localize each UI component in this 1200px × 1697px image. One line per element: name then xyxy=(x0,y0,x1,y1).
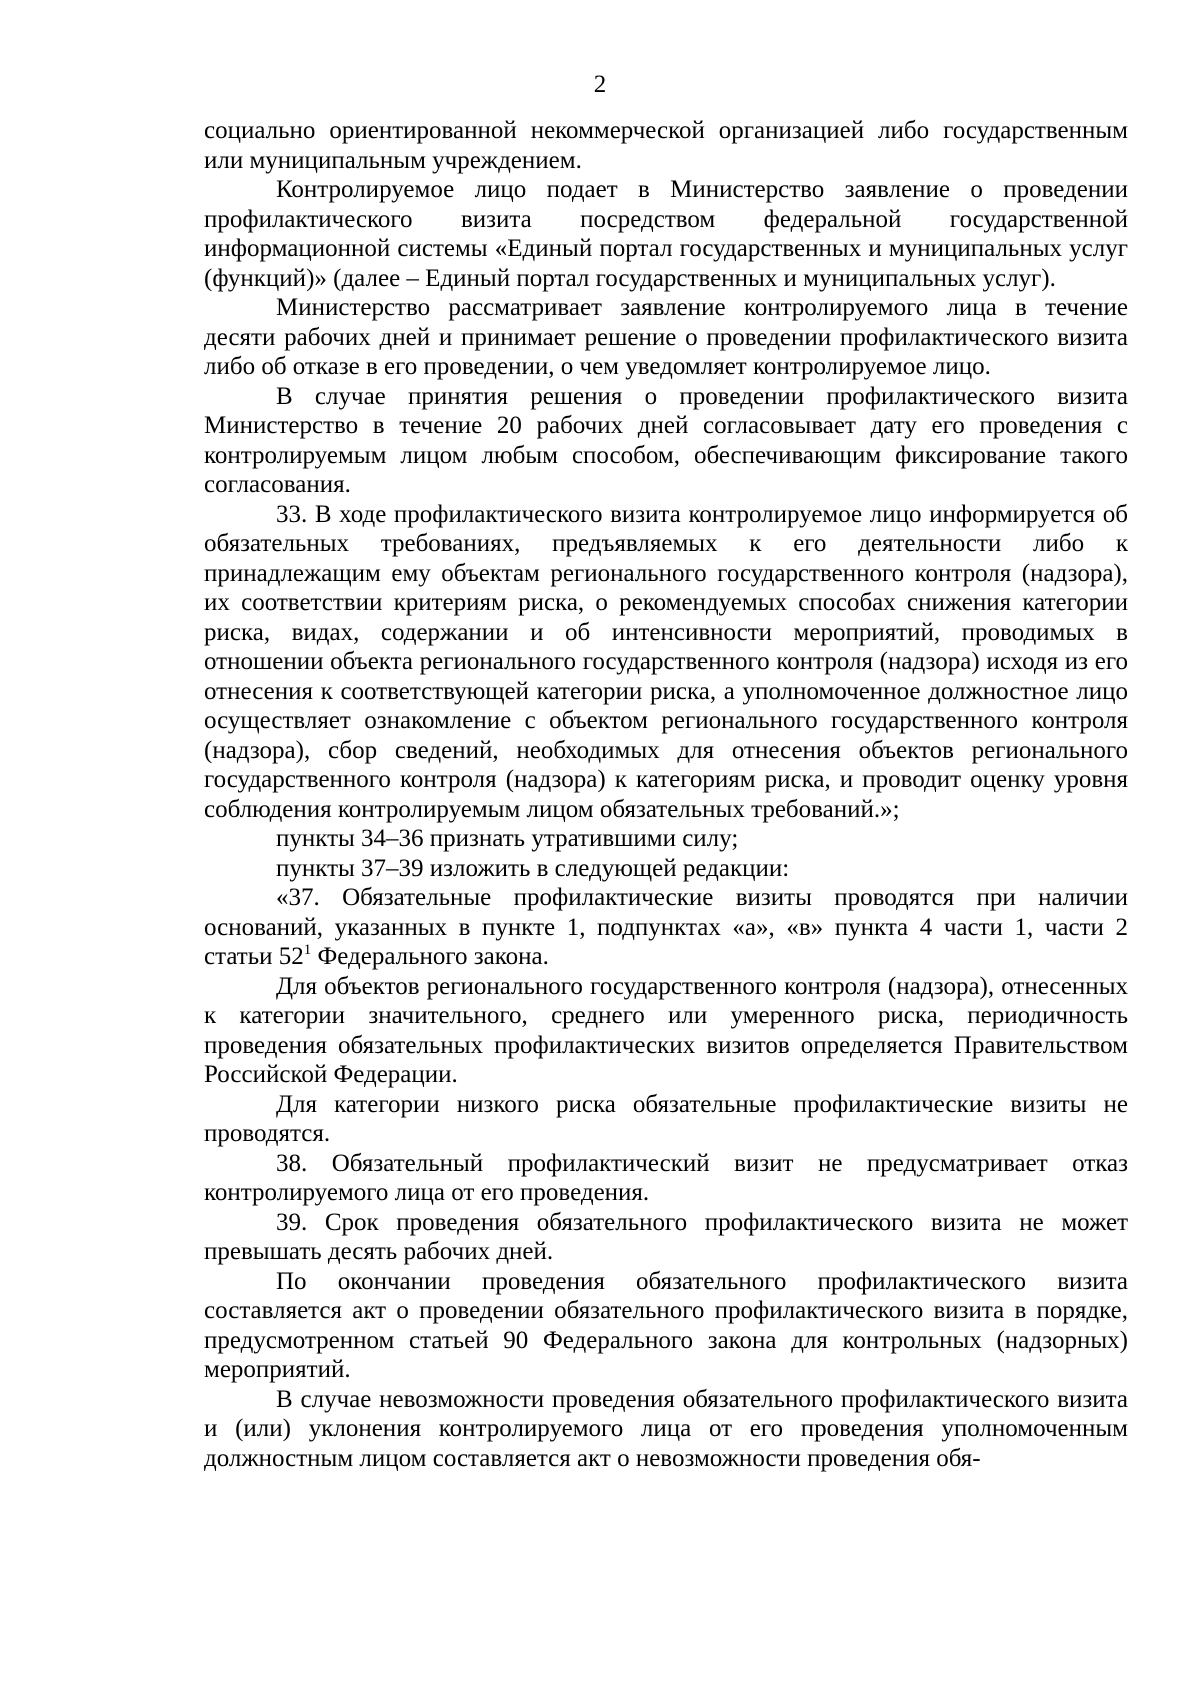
paragraph-visit-act: По окончании проведения обязательного профилактического визита составляется акт о проведении обязательного профилактического визита в порядке, предусмотренном статьей 90 Федерального закона для контрольных (надзорных) мероприятий. xyxy=(204,1267,1128,1383)
paragraph-application-submission: Контролируемое лицо подает в Министерство заявление о проведении профилактического визита посредством федеральной государственной информационной системы «Единый портал государственных и муниципальных услуг (функций)» (далее – Единый портал государственных и муниципальных услуг). xyxy=(204,176,1128,292)
article-superscript: 1 xyxy=(303,942,312,958)
paragraph-visit-periodicity: Для объектов регионального государственного контроля (надзора), отнесенных к категории значительного, среднего или умеренного риска, периодичность проведения обязательных профилактических визитов определяется Правительством Российской Федерации. xyxy=(204,972,1128,1088)
paragraph-low-risk: Для категории низкого риска обязательные профилактические визиты не проводятся. xyxy=(204,1090,1128,1147)
paragraph-visit-impossibility: В случае невозможности проведения обязательного профилактического визита и (или) уклонения контролируемого лица от его проведения уполномоченным должностным лицом составляется акт о невозможности проведения обя- xyxy=(204,1385,1128,1472)
paragraph-item-39: 39. Срок проведения обязательного профилактического визита не может превышать десять рабочих дней. xyxy=(204,1208,1128,1265)
paragraph-visit-date-agreement: В случае принятия решения о проведении профилактического визита Министерство в течение 20 рабочих дней согласовывает дату его проведения с контролируемым лицом любым способом, обеспечивающим фиксирование такого согласования. xyxy=(204,382,1128,498)
paragraph-continuation: социально ориентированной некоммерческой организацией либо государственным или муниципальным учреждением. xyxy=(204,117,1128,174)
paragraph-item-37 xyxy=(204,883,1128,972)
document-body xyxy=(204,116,1128,1473)
paragraph-application-review: Министерство рассматривает заявление контролируемого лица в течение десяти рабочих дней и принимает решение о проведении профилактического визита либо об отказе в его проведении, о чем уведомляет контролируемое лицо. xyxy=(204,294,1128,380)
paragraph-items-34-36-repealed: пункты 34–36 признать утратившими силу; xyxy=(276,825,739,852)
paragraph-items-37-39-new-wording: пункты 37–39 изложить в следующей редакции: xyxy=(276,854,790,882)
item-37-text: «37. Обязательные профилактические визиты проводятся при наличии оснований, указанных в пункте 1, подпунктах «а», «в» пункта 4 части 1, части 2 статьи 52 xyxy=(204,884,1128,970)
page-number: 2 xyxy=(593,71,607,98)
item-37-text-end: Федерального закона. xyxy=(311,943,549,970)
paragraph-item-38: 38. Обязательный профилактический визит не предусматривает отказ контролируемого лица от его проведения. xyxy=(204,1149,1128,1206)
paragraph-item-33: 33. В ходе профилактического визита контролируемое лицо информируется об обязательных требованиях, предъявляемых к его деятельности либо к принадлежащим ему объектам регионального государственного контроля (надзора), их соответствии критериям риска, о рекомендуемых способах снижения категории риска, видах, содержании и об интенсивности мероприятий, проводимых в отношении объекта регионального государственного контроля (надзора) исходя из его отнесения к соответствующей категории риска, а уполномоченное должностное лицо осуществляет ознакомление с объектом регионального государственного контроля (надзора), сбор сведений, необходимых для отнесения объектов регионального государственного контроля (надзора) к категориям риска, и проводит оценку уровня соблюдения контролируемым лицом обязательных требований.»; xyxy=(204,500,1128,823)
